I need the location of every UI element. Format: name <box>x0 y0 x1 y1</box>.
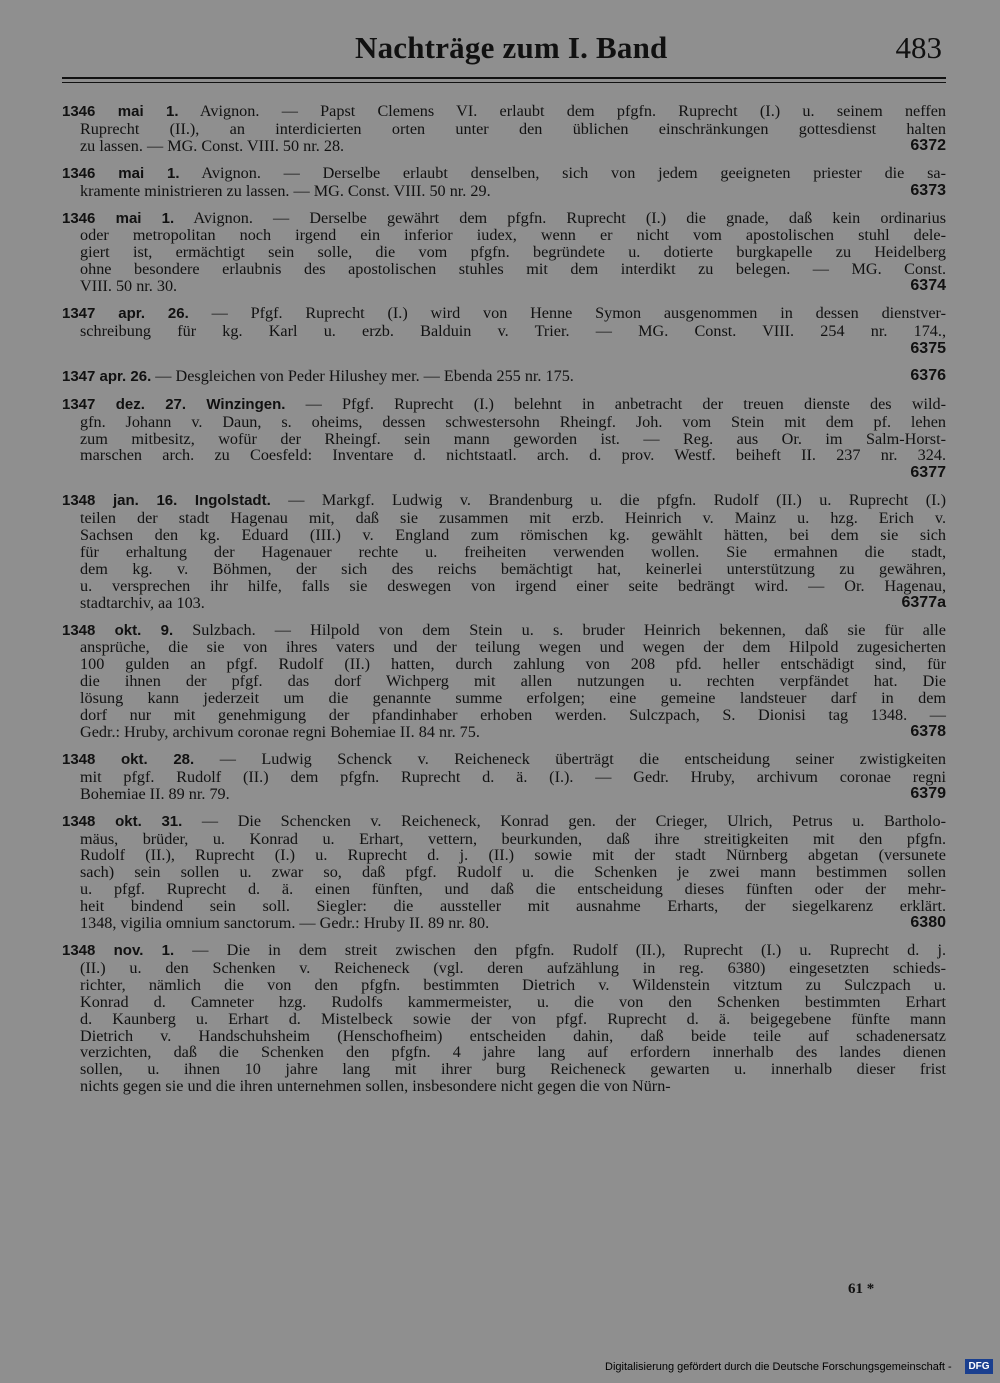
entry-text: 1348, vigilia omnium sanctorum. — Gedr.: Hruby II. 89 nr. 80. <box>80 914 490 933</box>
register-entry <box>62 368 946 386</box>
entry-line-text <box>80 430 946 448</box>
entry-text: (II.) u. den Schenken v. Reicheneck (vgl. deren aufzählung in reg. 6380) eingesetzten schieds- <box>80 958 946 977</box>
entry-text: ohne besondere erlaubnis des apostolischen stuhles mit dem interdikt zu belegen. — MG. Const. <box>80 260 946 279</box>
dfg-logo: DFG <box>965 1359 993 1374</box>
entry-text: 100 gulden an pfgf. Rudolf (II.) hatten, durch zahlung von 208 pfd. heller entschädigt sind, für <box>80 655 946 674</box>
entry-line <box>62 210 946 228</box>
entry-line-text <box>80 689 946 707</box>
entry-text: teilen der stadt Hagenau mit, daß sie zusammen mit erzb. Heinrich v. Mainz u. hzg. Erich v. <box>80 509 946 528</box>
register-entry <box>62 210 946 296</box>
entry-text: Sachsen den kg. Eduard (III.) v. England zum römischen kg. gewählt hätten, bei dem sie sich <box>80 526 946 545</box>
entry-text: — Die Schencken v. Reicheneck, Konrad gen. der Crieger, Ulrich, Petrus u. Bartholo- <box>182 811 946 830</box>
entry-line <box>62 724 946 741</box>
entry-text: Dietrich v. Handschuhsheim (Henschofheim) entscheiden dahin, daß beide teile auf schadenersatz <box>80 1026 946 1045</box>
entry-text: — Pfgf. Ruprecht (I.) wird von Henne Symon ausgenommen in dessen dienstver- <box>188 304 946 323</box>
entry-line-text <box>80 1078 671 1095</box>
entry-line-text <box>80 243 946 261</box>
header-rule-thin <box>62 82 946 83</box>
entry-line <box>62 261 946 278</box>
entry-text: stadtarchiv, aa 103. <box>80 593 205 612</box>
entry-text: mäus, brüder, u. Konrad u. Erhart, vettern, beurkunden, daß ihre streitigkeiten mit den pfgfn. <box>80 829 946 848</box>
register-number: 6375 <box>910 339 946 357</box>
entry-line <box>62 305 946 323</box>
entry-line-text <box>80 915 489 932</box>
entry-line <box>62 492 946 510</box>
entry-text: Sulzbach. — Hilpold von dem Stein u. s. bruder Heinrich bekennen, daß sie für alle <box>173 620 946 639</box>
entry-text: sollen, u. ihnen 10 jahre lang mit ihrer burg Reicheneck gewarten u. innerhalb dieser frist <box>80 1060 946 1079</box>
entry-line-text <box>80 959 946 977</box>
entry-line <box>62 368 946 386</box>
entry-text: die ihnen der pfgf. das dorf Wichperg mit allen nutzungen u. rechten verpfändet hat. Die <box>80 672 946 691</box>
entry-date: 1347 apr. 26. <box>62 305 189 323</box>
entry-line-text <box>80 526 946 544</box>
entry-line-text <box>80 706 946 724</box>
register-entry <box>62 622 946 741</box>
entry-line-text <box>62 164 946 182</box>
entry-text: sach) sein sollen u. zwar so, daß pfgf. Rudolf u. die Schenken je zwei mann bestimmen sollen <box>80 863 946 882</box>
entry-date: 1346 mai 1. <box>62 103 179 120</box>
register-number: 6380 <box>910 914 946 932</box>
entry-line <box>62 183 946 200</box>
entry-text: gfn. Johann v. Daun, s. oheims, dessen schwestersohn Rheingf. Joh. vom Stein mit dem pf. lehen <box>80 412 946 431</box>
entry-line-text <box>62 491 946 509</box>
entry-text: d. Kaunberg u. Erhart d. Mistelbeck sowie der von pfgf. Ruprecht d. ä. beigegebene fünfte mann <box>80 1009 946 1028</box>
entry-line-text <box>80 120 946 138</box>
entry-line-text <box>80 724 480 741</box>
entry-line <box>62 340 946 358</box>
entry-line <box>62 977 946 994</box>
entry-text: Avignon. — Papst Clemens VI. erlaubt dem pfgfn. Ruprecht (I.) u. seinem neffen <box>178 102 947 120</box>
entry-line-text <box>80 560 946 578</box>
register-number: 6373 <box>910 181 946 199</box>
entry-line <box>62 751 946 769</box>
entry-line-text <box>80 138 344 155</box>
register-number: 6377a <box>901 593 946 611</box>
entry-line-text <box>80 577 946 595</box>
entry-text: dorf nur mit genehmigung der pfandinhaber erhoben werden. Sulczpach, S. Dionisi tag 1348. — <box>80 706 946 725</box>
entry-line <box>62 881 946 898</box>
entry-date: 1348 jan. 16. Ingolstadt. <box>62 492 271 510</box>
entry-line-text <box>62 102 946 120</box>
entry-text: — Pfgf. Ruprecht (I.) belehnt in anbetracht der treuen dienste des wild- <box>285 394 946 413</box>
entry-text: Ruprecht (II.), an interdicierten orten unter den üblichen einschränkungen gottesdienst halten <box>80 119 946 138</box>
entry-line <box>62 639 946 656</box>
register-entries <box>62 103 946 1105</box>
entry-line-text <box>80 880 946 898</box>
entry-text: Bohemiae II. 89 nr. 79. <box>80 784 230 803</box>
register-entry <box>62 396 946 483</box>
entry-line <box>62 544 946 561</box>
register-number: 6378 <box>910 723 946 740</box>
entry-text: kramente ministrieren zu lassen. — MG. Const. VIII. 50 nr. 29. <box>80 181 491 200</box>
entry-line-text <box>80 595 205 612</box>
entry-line <box>62 165 946 183</box>
entry-text: — Die in dem streit zwischen den pfgfn. Rudolf (II.), Ruprecht (I.) u. Ruprecht d. j. <box>174 940 947 959</box>
entry-text: — Ludwig Schenck v. Reicheneck überträgt die entscheidung seiner zwistigkeiten <box>194 749 946 768</box>
entry-line <box>62 769 946 786</box>
entry-line <box>62 561 946 578</box>
register-entry <box>62 492 946 611</box>
register-entry <box>62 103 946 155</box>
entry-line <box>62 103 946 121</box>
entry-text: zu lassen. — MG. Const. VIII. 50 nr. 28. <box>80 136 345 155</box>
entry-text: u. versprechen ihr hilfe, falls sie deswegen von irgend einer seite bedrängt wird. — Or. Hagenau, <box>80 576 946 595</box>
entry-text: marschen arch. zu Coesfeld: Inventare d. nichtstaatl. arch. d. prov. Westf. beiheft II. 237 nr. 324. <box>80 446 946 465</box>
entry-line <box>62 1078 946 1095</box>
register-number: 6374 <box>910 277 946 295</box>
entry-line-text <box>62 812 946 830</box>
entry-line <box>62 673 946 690</box>
entry-text: mit pfgf. Rudolf (II.) dem pfgfn. Ruprecht d. ä. (I.). — Gedr. Hruby, archivum coronae regni <box>80 767 946 786</box>
entry-line-text <box>62 368 574 386</box>
running-title: Nachträge zum I. Band <box>355 30 668 65</box>
entry-line-text <box>80 260 946 278</box>
entry-date: 1347 dez. 27. Winzingen. <box>62 395 286 413</box>
entry-line-text <box>80 863 946 881</box>
entry-line-text <box>80 322 946 340</box>
register-entry <box>62 305 946 358</box>
entry-line-text <box>80 672 946 690</box>
entry-line-text <box>80 1060 946 1078</box>
signature-mark: 61 * <box>848 1281 875 1297</box>
entry-line <box>62 121 946 138</box>
entry-line <box>62 864 946 881</box>
entry-line <box>62 622 946 640</box>
entry-line <box>62 510 946 527</box>
entry-text: lösung kann jederzeit um die genannte summe erfolgen; eine gemeine landsteuer darf in dem <box>80 689 946 708</box>
entry-line <box>62 994 946 1011</box>
entry-line <box>62 527 946 544</box>
entry-line-text <box>80 509 946 527</box>
entry-line <box>62 414 946 431</box>
entry-line-text <box>80 846 946 864</box>
entry-line-text <box>62 395 946 413</box>
entry-text: dem kg. v. Böhmen, der sich des reichs bemächtigt hat, keinerlei unterstützung zu gewähren, <box>80 559 946 578</box>
entry-line-text <box>80 993 946 1011</box>
register-number: 6377 <box>910 464 946 482</box>
register-number: 6372 <box>910 136 946 154</box>
entry-line-text <box>62 941 946 959</box>
entry-text: VIII. 50 nr. 30. <box>80 277 178 296</box>
entry-text: richter, nämlich die von den pfgfn. bestimmten Dietrich v. Wildenstein vitztum zu Sulczpach u. <box>80 975 946 994</box>
register-entry <box>62 165 946 200</box>
entry-text: Avignon. — Derselbe erlaubt denselben, sich von jedem geeigneten priester die sa- <box>179 163 946 182</box>
entry-line-text <box>80 638 946 656</box>
entry-line <box>62 1061 946 1078</box>
entry-line-text <box>80 278 177 295</box>
entry-line <box>62 447 946 464</box>
entry-text: heit bindend sein soll. Siegler: die aussteller mit ausnahme Erharts, der siegelkarenz erklärt. <box>80 897 946 916</box>
entry-line <box>62 960 946 977</box>
entry-line-text <box>80 446 946 464</box>
entry-line <box>62 323 946 340</box>
entry-line-text <box>80 183 491 200</box>
entry-line <box>62 1044 946 1061</box>
entry-text: oder metropolitan noch irgend ein inferior iudex, wenn er nicht vom apostolischen stuhl dele- <box>80 226 946 245</box>
entry-line-text <box>80 786 230 803</box>
entry-line-text <box>80 1010 946 1028</box>
entry-text: — Markgf. Ludwig v. Brandenburg u. die pfgfn. Rudolf (II.) u. Ruprecht (I.) <box>270 491 946 510</box>
entry-text: giert ist, ermächtigt sein solle, die vom pfgfn. begründete u. dotierte burgkapelle zu Heidelberg <box>80 243 946 262</box>
entry-line <box>62 1028 946 1045</box>
entry-line <box>62 578 946 595</box>
header-rule <box>62 77 946 79</box>
entry-line-text <box>80 1027 946 1045</box>
entry-text: ansprüche, die sie von ihres vaters und der teilung wegen und wegen der dem Hilpold zugesicherten <box>80 638 946 657</box>
entry-line-text <box>80 655 946 673</box>
entry-text: zum mitbesitz, wofür der Rheingf. sein mann geworden ist. — Reg. aus Or. im Salm-Horst- <box>80 429 946 448</box>
entry-text: — Desgleichen von Peder Hilushey mer. — Ebenda 255 nr. 175. <box>151 366 574 385</box>
register-entry <box>62 813 946 932</box>
entry-line <box>62 227 946 244</box>
entry-line <box>62 786 946 803</box>
entry-line <box>62 244 946 261</box>
entry-date: 1348 okt. 31. <box>62 812 183 830</box>
entry-line <box>62 278 946 295</box>
entry-date: 1348 nov. 1. <box>62 941 175 959</box>
entry-date: 1347 apr. 26. <box>62 367 152 385</box>
entry-line <box>62 813 946 831</box>
entry-text: Konrad d. Camneter hzg. Rudolfs kammermeister, u. die von den Schenken bestimmten Erhart <box>80 992 946 1011</box>
entry-line-text <box>80 976 946 994</box>
entry-line <box>62 1011 946 1028</box>
page-number: 483 <box>895 30 942 65</box>
entry-line-text <box>80 830 946 848</box>
entry-line <box>62 595 946 612</box>
register-number: 6379 <box>910 784 946 802</box>
entry-line <box>62 831 946 848</box>
entry-line <box>62 138 946 155</box>
entry-line-text <box>62 304 946 322</box>
entry-text: Gedr.: Hruby, archivum coronae regni Bohemiae II. 84 nr. 75. <box>80 723 480 741</box>
entry-line <box>62 396 946 414</box>
entry-line-text <box>80 897 946 915</box>
entry-date: 1346 mai 1. <box>62 164 180 182</box>
entry-line <box>62 431 946 448</box>
entry-date: 1348 okt. 28. <box>62 750 195 768</box>
entry-line <box>62 464 946 482</box>
entry-date: 1348 okt. 9. <box>62 621 174 639</box>
entry-line <box>62 847 946 864</box>
register-number: 6376 <box>910 366 946 384</box>
register-entry <box>62 751 946 803</box>
entry-line-text <box>80 768 946 786</box>
entry-line <box>62 942 946 960</box>
entry-line-text <box>62 209 946 227</box>
entry-line-text <box>80 413 946 431</box>
entry-text: verzichten, daß die Schenken den pfgfn. 4 jahre lang auf erfordern innerhalb des landes dienen <box>80 1043 946 1062</box>
entry-line <box>62 707 946 724</box>
entry-text: u. pfgf. Ruprecht d. ä. einen fünften, und daß die entscheidung dieses fünften oder der mehr- <box>80 880 946 899</box>
register-entry <box>62 942 946 1095</box>
entry-line-text <box>62 750 946 768</box>
entry-line <box>62 656 946 673</box>
entry-line <box>62 915 946 932</box>
entry-date: 1346 mai 1. <box>62 209 175 227</box>
entry-text: schreibung für kg. Karl u. erzb. Balduin v. Trier. — MG. Const. VIII. 254 nr. 174., <box>80 321 946 340</box>
entry-text: Avignon. — Derselbe gewährt dem pfgfn. Ruprecht (I.) die gnade, daß kein ordinarius <box>174 208 947 227</box>
entry-line-text <box>62 621 946 639</box>
entry-text: für erhaltung der Hagenauer rechte u. freiheiten verwenden wollen. Sie ermahnen die stadt, <box>80 542 946 561</box>
entry-line <box>62 690 946 707</box>
entry-text: Rudolf (II.), Ruprecht (I.) u. Ruprecht d. j. (II.) sowie mit der stadt Nürnberg abgetan (versunete <box>80 846 946 865</box>
entry-line <box>62 898 946 915</box>
entry-line-text <box>80 226 946 244</box>
entry-text: nichts gegen sie und die ihren unternehmen sollen, insbesondere nicht gegen die von Nürn- <box>80 1077 671 1096</box>
entry-line-text <box>80 1043 946 1061</box>
entry-line-text <box>80 543 946 561</box>
funding-footer: Digitalisierung gefördert durch die Deutsche Forschungsgemeinschaft - <box>605 1361 952 1373</box>
